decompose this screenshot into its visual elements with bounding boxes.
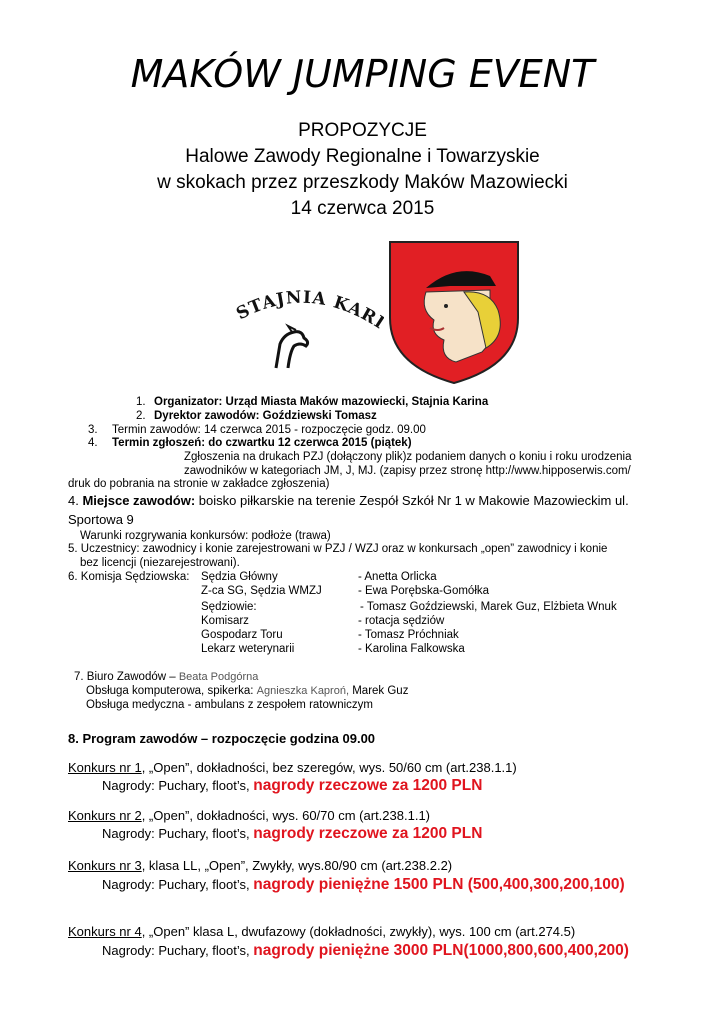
konkurs-desc: , „Open”, dokładności, wys. 60/70 cm (art.238.1.1) — [141, 808, 431, 823]
konkurs-prize-line — [102, 825, 482, 843]
item-organizator: Organizator: Urząd Miasta Maków mazowiecki, Stajnia Karina — [154, 396, 489, 408]
konkurs-line — [68, 808, 430, 823]
item-4-number: 4. — [88, 437, 98, 449]
komisja-name: - rotacja sędziów — [358, 615, 445, 627]
miejsce-number: 4. — [68, 493, 79, 508]
makow-crest-icon — [386, 240, 522, 385]
obsluga-medyczna-line: Obsługa medyczna - ambulans z zespołem ratowniczym — [86, 699, 373, 711]
obsluga-komputerowa-rest: Marek Guz — [352, 685, 409, 697]
konkurs-desc: , klasa LL, „Open”, Zwykły, wys.80/90 cm (art.238.2.2) — [141, 858, 453, 873]
program-heading: 8. Program zawodów – rozpoczęcie godzina 09.00 — [68, 731, 376, 746]
miejsce-text: boisko piłkarskie na terenie Zespół Szkół Nr 1 w Makowie Mazowieckim ul. — [198, 493, 629, 508]
konkurs-prize: nagrody rzeczowe za 1200 PLN — [253, 777, 483, 794]
komisja-label: 6. Komisja Sędziowska: — [68, 571, 190, 583]
komisja-role: Komisarz — [201, 615, 249, 627]
item-1-number: 1. — [136, 396, 146, 408]
konkurs-desc: , „Open”, dokładności, bez szeregów, wys. 50/60 cm (art.238.1.1) — [141, 760, 517, 775]
konkurs-prize-line — [102, 942, 629, 960]
svg-text:STAJNIA KARINA — [232, 282, 384, 334]
konkurs-prize-line — [102, 777, 482, 795]
konkurs-prize: nagrody rzeczowe za 1200 PLN — [253, 825, 483, 842]
konkurs-desc: , „Open” klasa L, dwufazowy (dokładności, zwykły), wys. 100 cm (art.274.5) — [141, 924, 576, 939]
konkurs-prize-label: Nagrody: Puchary, floot’s, — [102, 943, 250, 958]
miejsce-label: Miejsce zawodów: — [82, 493, 196, 508]
konkurs-prize-label: Nagrody: Puchary, floot’s, — [102, 778, 250, 793]
komisja-role: Gospodarz Toru — [201, 629, 283, 641]
komisja-role: Sędzia Główny — [201, 571, 278, 583]
komisja-role: Lekarz weterynarii — [201, 643, 295, 655]
komisja-name: - Tomasz Próchniak — [358, 629, 459, 641]
obsluga-komputerowa-name: Agnieszka Kaproń, — [256, 685, 350, 697]
konkurs-name: Konkurs nr 3 — [68, 858, 142, 873]
konkurs-name: Konkurs nr 4 — [68, 924, 142, 939]
konkurs-prize: nagrody pieniężne 1500 PLN (500,400,300,200,100) — [253, 876, 625, 893]
komisja-name: - Karolina Falkowska — [358, 643, 465, 655]
konkurs-name: Konkurs nr 1 — [68, 760, 142, 775]
warunki-line: Warunki rozgrywania konkursów: podłoże (trawa) — [80, 530, 331, 542]
biuro-name: Beata Podgórna — [178, 671, 259, 683]
stable-logo-text: STAJNIA KAR — [233, 287, 381, 330]
miejsce-line-2: Sportowa 9 — [68, 512, 134, 527]
page-title: MAKÓW JUMPING EVENT — [130, 52, 595, 96]
konkurs-line — [68, 760, 517, 775]
subtitle-event: Halowe Zawody Regionalne i Towarzyskie — [185, 146, 540, 167]
obsluga-komputerowa-line — [86, 685, 408, 697]
konkurs-line — [68, 924, 575, 939]
uczestnicy-line-1: 5. Uczestnicy: zawodnicy i konie zarejestrowani w PZJ / WZJ oraz w konkursach „open” zawodnicy i konie — [68, 543, 608, 555]
konkurs-name: Konkurs nr 2 — [68, 808, 142, 823]
item-2-number: 2. — [136, 410, 146, 422]
zgloszenia-line-1: Zgłoszenia na drukach PZJ (dołączony plik)z podaniem danych o koniu i roku urodzenia — [184, 451, 632, 463]
item-3-number: 3. — [88, 424, 98, 436]
biuro-line — [74, 671, 258, 683]
event-date: 14 czerwca 2015 — [290, 198, 435, 219]
item-termin-zawodow: Termin zawodów: 14 czerwca 2015 - rozpoczęcie godz. 09.00 — [112, 424, 426, 436]
konkurs-prize-label: Nagrody: Puchary, floot’s, — [102, 877, 250, 892]
biuro-label: 7. Biuro Zawodów – — [74, 671, 176, 683]
konkurs-prize: nagrody pieniężne 3000 PLN(1000,800,600,400,200) — [253, 942, 629, 959]
konkurs-line — [68, 858, 452, 873]
item-dyrektor: Dyrektor zawodów: Goździewski Tomasz — [154, 410, 377, 422]
komisja-role: Z-ca SG, Sędzia WMZJ — [201, 585, 322, 597]
komisja-name: - Anetta Orlicka — [358, 571, 437, 583]
item-termin-zgloszen: Termin zgłoszeń: do czwartku 12 czerwca 2015 (piątek) — [112, 437, 412, 449]
obsluga-komputerowa-label: Obsługa komputerowa, spikerka: — [86, 685, 254, 697]
komisja-name: - Ewa Porębska-Gomółka — [358, 585, 490, 597]
komisja-role: Sędziowie: — [201, 601, 257, 613]
miejsce-line — [68, 493, 629, 508]
stajnia-karina-logo — [232, 282, 384, 372]
komisja-name: - Tomasz Goździewski, Marek Guz, Elżbieta Wnuk — [360, 601, 617, 613]
konkurs-prize-label: Nagrody: Puchary, floot’s, — [102, 826, 250, 841]
subtitle-location: w skokach przez przeszkody Maków Mazowiecki — [157, 172, 568, 193]
konkurs-prize-line — [102, 876, 625, 894]
zgloszenia-line-3: druk do pobrania na stronie w zakładce zgłoszenia) — [68, 478, 330, 490]
uczestnicy-line-2: bez licencji (niezarejestrowani). — [80, 557, 240, 569]
subtitle-propozycje: PROPOZYCJE — [298, 120, 427, 141]
zgloszenia-line-2: zawodników w kategoriach JM, J, MJ. (zapisy przez stronę http://www.hipposerwis.com/ — [184, 465, 631, 477]
